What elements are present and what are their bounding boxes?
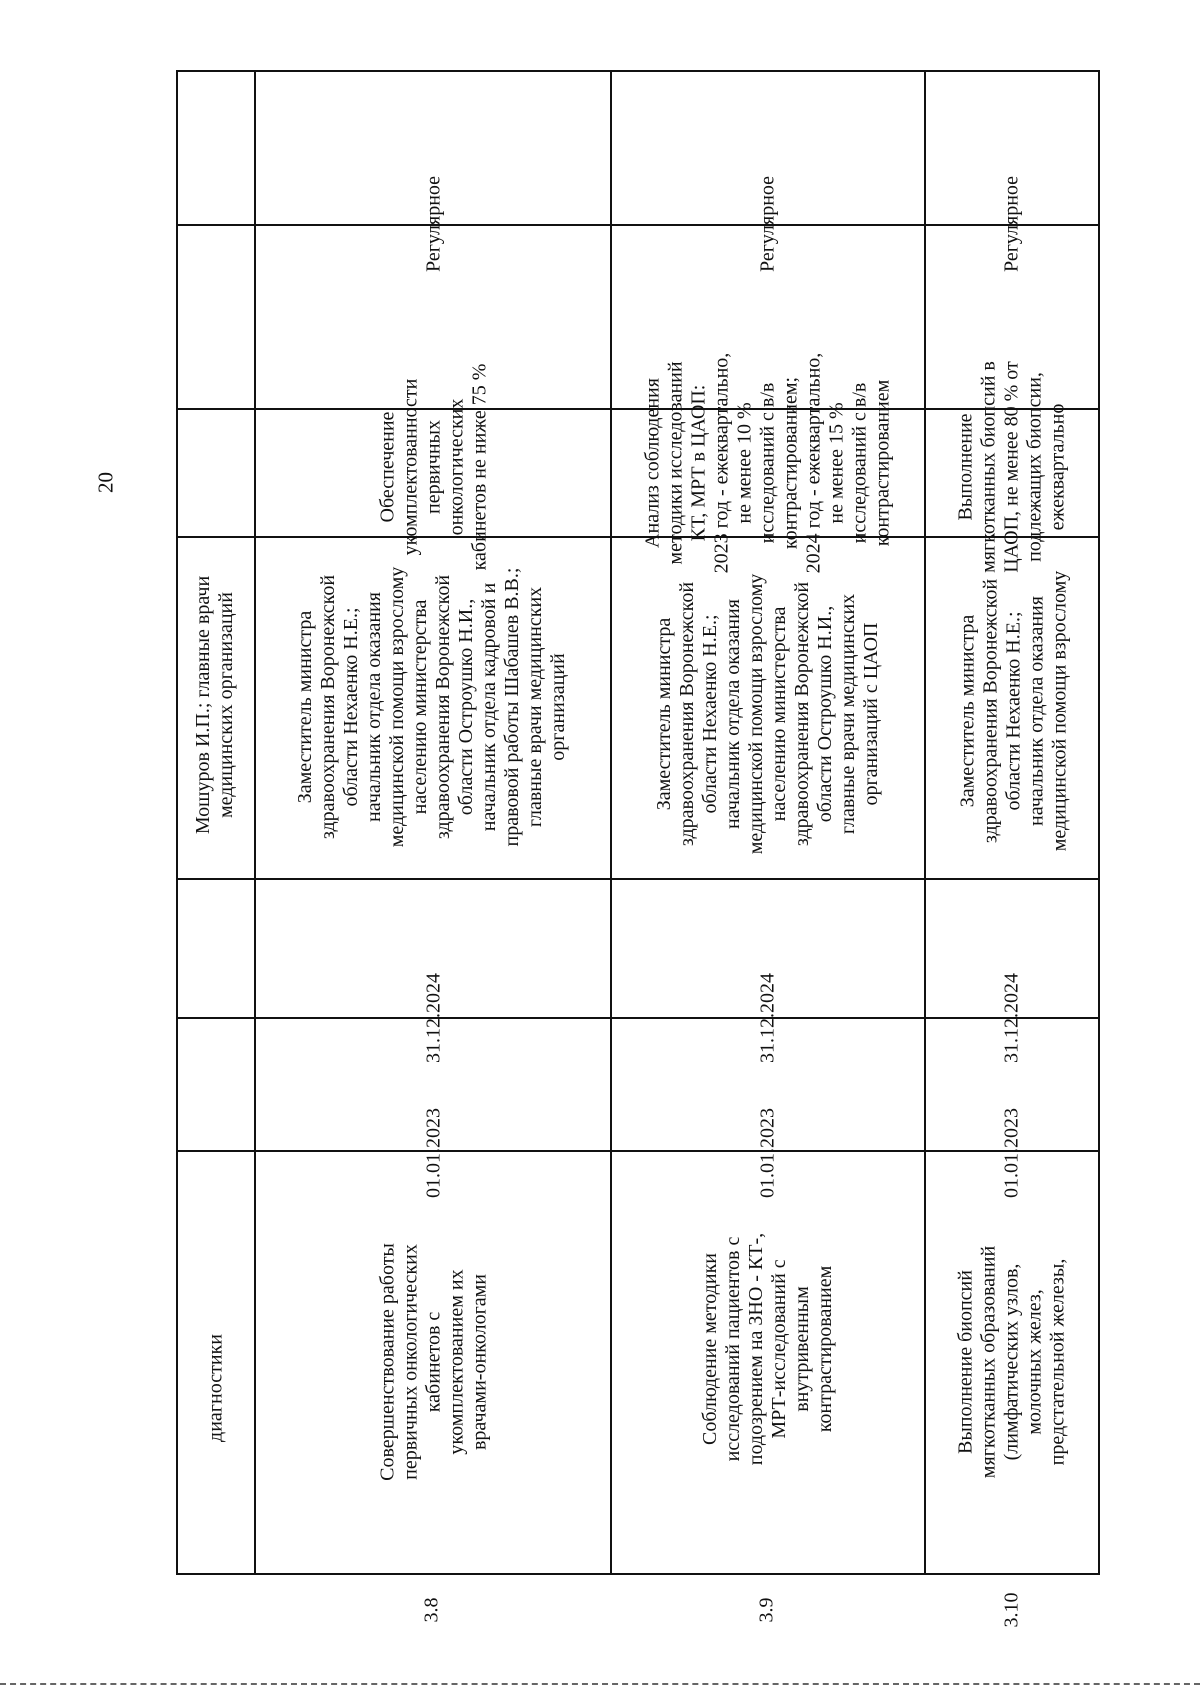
type-cell: Регулярное bbox=[1000, 175, 1023, 273]
row-number: 3.10 bbox=[1000, 1592, 1023, 1628]
row-divider bbox=[610, 70, 612, 1575]
start-date-cell: 01.01.2023 bbox=[422, 1108, 445, 1198]
continuation-event-cell: диагностики bbox=[204, 1334, 227, 1442]
event-cell: Выполнение биопсий мягкотканных образований (лимфатических узлов, молочных желез, предстательной железы, bbox=[954, 1245, 1069, 1479]
result-cell: Обеспечение укомплектованности первичных онкологических кабинетов не ниже 75 % bbox=[376, 363, 491, 571]
table-border-top bbox=[176, 70, 178, 1575]
responsible-cell: Заместитель министра здравоохранения Воронежской области Нехаенко Н.Е.; начальник отдела оказания медицинской помощи взрослому bbox=[956, 570, 1071, 852]
page-bottom-edge bbox=[0, 1683, 1200, 1685]
column-divider bbox=[176, 1017, 1100, 1019]
row-divider bbox=[254, 70, 256, 1575]
row-number: 3.8 bbox=[420, 1597, 443, 1623]
continuation-responsible-cell: Мошуров И.П.; главные врачи медицинских организаций bbox=[192, 575, 237, 835]
event-cell: Соблюдение методики исследований пациентов с подозрением на ЗНО - КТ-, МРТ-исследований с внутривенным контрастированием bbox=[699, 1232, 836, 1466]
type-cell: Регулярное bbox=[422, 175, 445, 273]
row-number: 3.9 bbox=[755, 1597, 778, 1623]
end-date-cell: 31.12.2024 bbox=[422, 973, 445, 1063]
end-date-cell: 31.12.2024 bbox=[1000, 973, 1023, 1063]
event-cell: Совершенствование работы первичных онкологических кабинетов с укомплектованием их врачами-онкологами bbox=[376, 1243, 491, 1481]
type-cell: Регулярное bbox=[756, 175, 779, 273]
table-border-left bbox=[176, 70, 1100, 72]
column-divider bbox=[176, 878, 1100, 880]
responsible-cell: Заместитель министра здравоохранения Воронежской области Нехаенко Н.Е.; начальник отдела оказания медицинской помощи взрослому населению министерства здравоохранения Воронежской области Остроушко Н.И., главные врачи медицинских организаций с ЦАОП bbox=[653, 573, 882, 855]
column-divider bbox=[176, 224, 1100, 226]
result-cell: Анализ соблюдения методики исследований КТ, МРТ в ЦАОП: 2023 год - ежеквартально, не менее 10 % исследований с в/в контрастированием; 2024 год - ежеквартально, не менее 15 % исследований с в/в контрастированием bbox=[641, 352, 894, 574]
measures-table bbox=[176, 70, 1100, 1628]
responsible-cell: Заместитель министра здравоохранения Воронежской области Нехаенко Н.Е.; начальник отдела оказания медицинской помощи взрослому населению министерства здравоохранения Воронежской области Остроушко Н.И., начальник отдела кадровой и правовой работы Шабашев В.В.; главные врачи медицинских организаций bbox=[294, 566, 569, 848]
column-divider bbox=[176, 1150, 1100, 1152]
end-date-cell: 31.12.2024 bbox=[756, 973, 779, 1063]
start-date-cell: 01.01.2023 bbox=[1000, 1108, 1023, 1198]
table-border-right bbox=[176, 1573, 1100, 1575]
start-date-cell: 01.01.2023 bbox=[756, 1108, 779, 1198]
page-number: 20 bbox=[93, 472, 118, 493]
table-border-bottom bbox=[1098, 70, 1100, 1575]
result-cell: Выполнение мягкотканных биопсий в ЦАОП, не менее 80 % от подлежащих биопсии, ежеквартально bbox=[954, 361, 1069, 573]
row-divider bbox=[924, 70, 926, 1575]
